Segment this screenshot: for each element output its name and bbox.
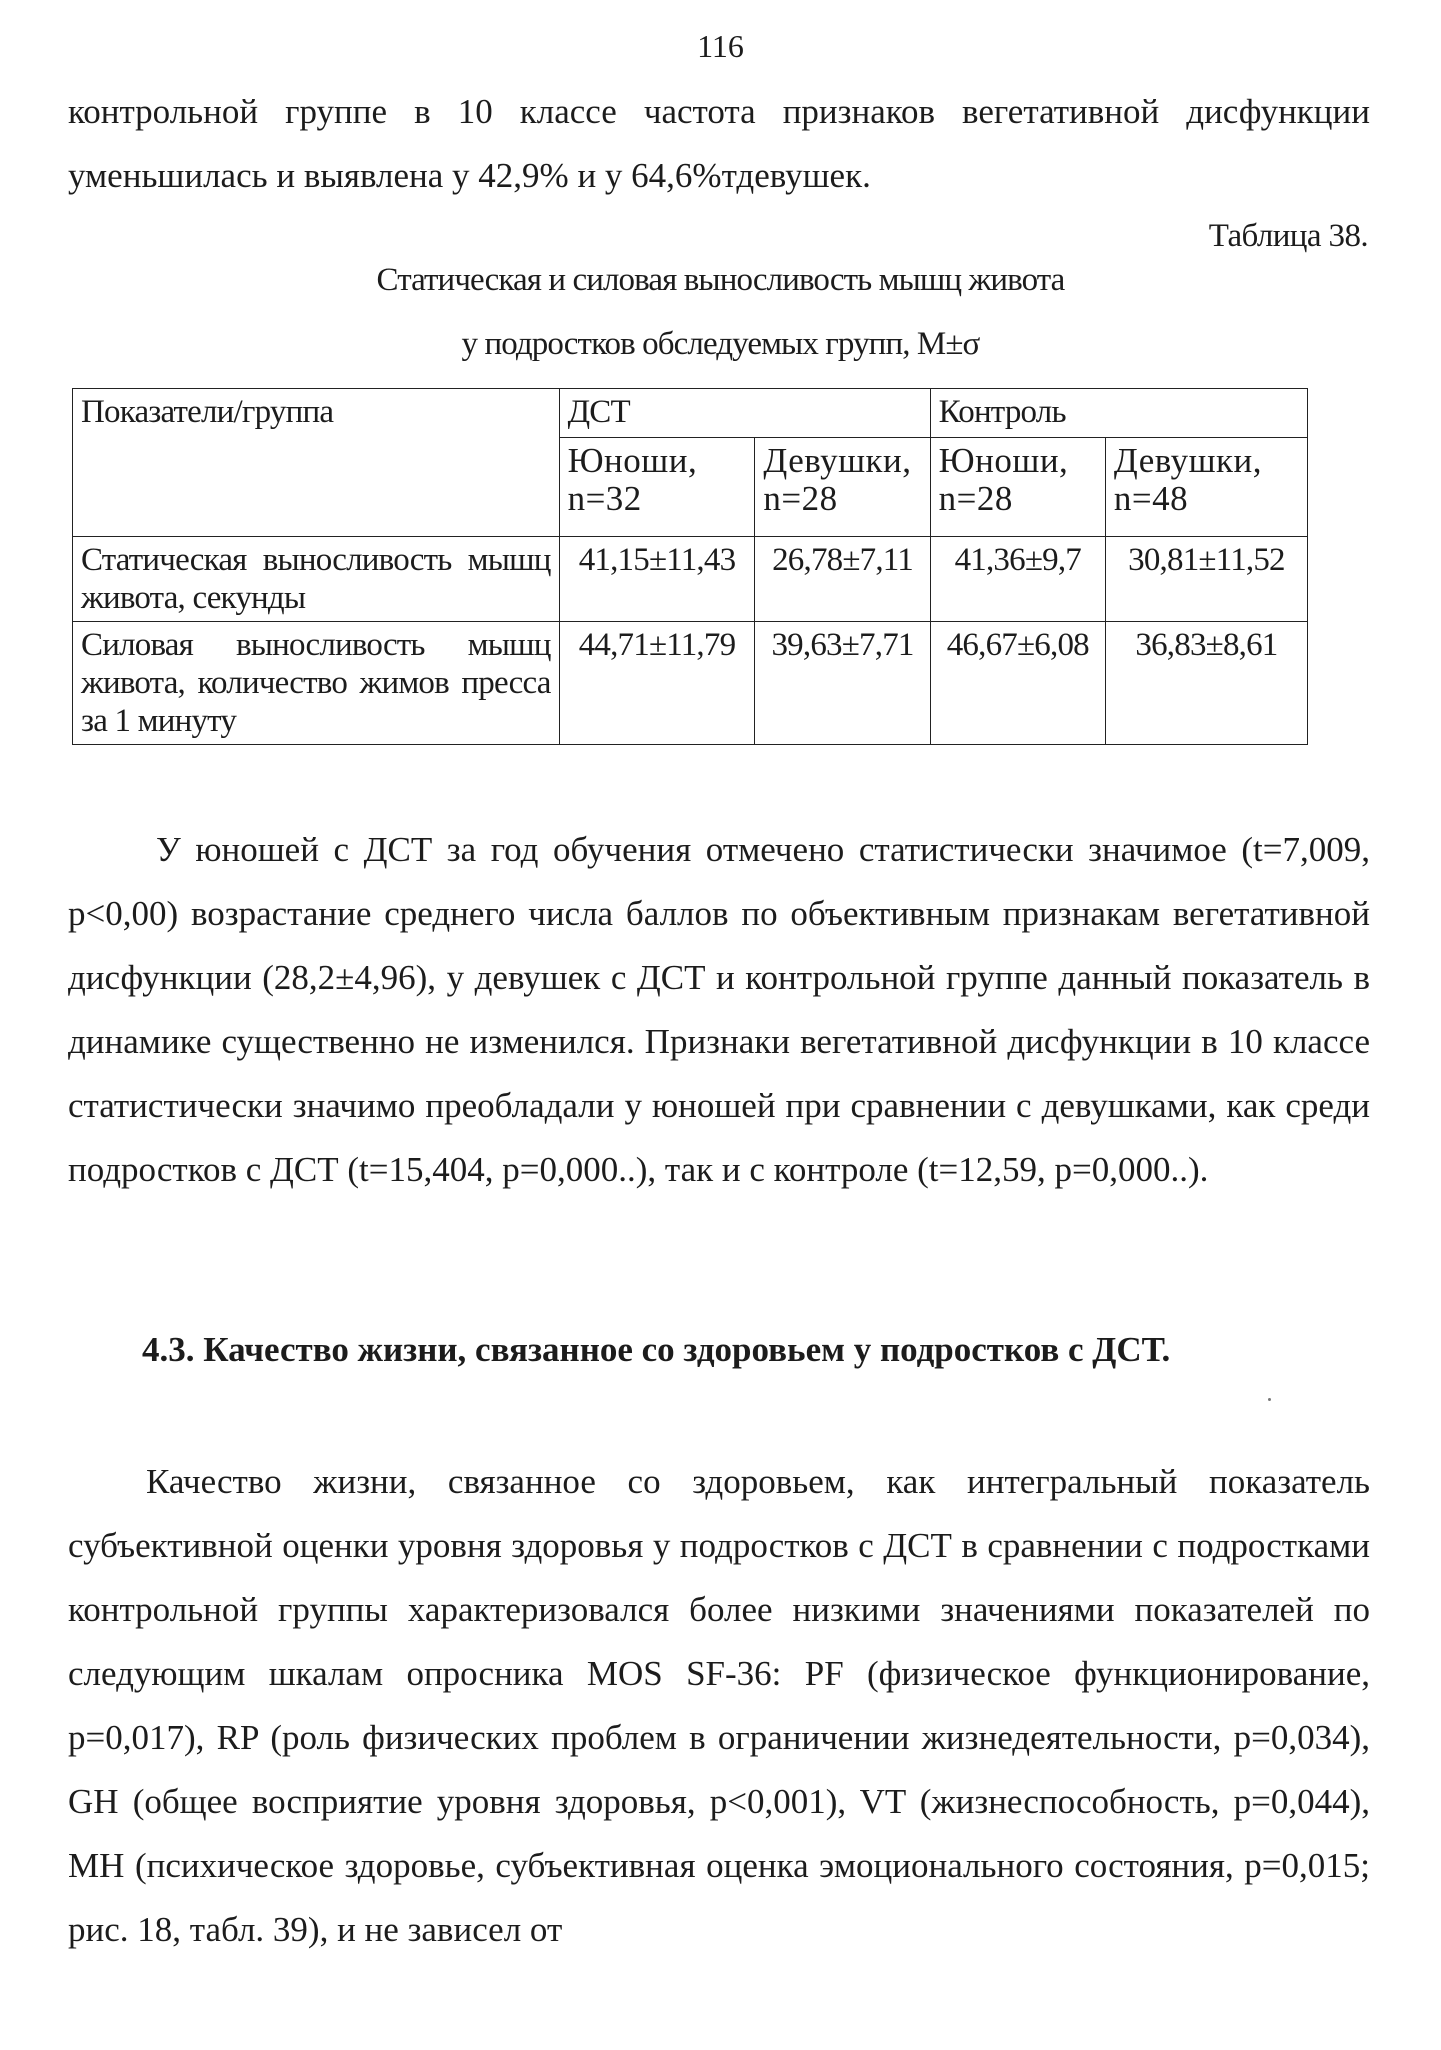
intro-paragraph: контрольной группе в 10 классе частота признаков вегетативной дисфункции уменьшилась и выявлена у 42,9% и у 64,6%тдевушек. (68, 92, 1370, 195)
header-indicator-cell: Показатели/группа (73, 389, 560, 537)
table-row (73, 537, 1308, 622)
subheader-cell: Юноши, n=32 (559, 438, 755, 537)
table-caption-line-2: у подростков обследуемых групп, M±σ (461, 326, 980, 362)
header-group-dst: ДСТ (559, 389, 930, 438)
table-label: Таблица 38. (1208, 218, 1368, 254)
paragraph-2 (68, 818, 1370, 1202)
page-number: 116 (697, 28, 744, 64)
table-cell: 41,36±9,7 (930, 537, 1105, 622)
table-cell: 30,81±11,52 (1105, 537, 1307, 622)
table-cell: 44,71±11,79 (559, 622, 755, 745)
table-row (73, 622, 1308, 745)
table-cell: 36,83±8,61 (1105, 622, 1307, 745)
row-indicator: Статическая выносливость мышц живота, секунды (73, 537, 560, 622)
table-caption-line-1: Статическая и силовая выносливость мышц живота (376, 262, 1065, 298)
paragraph-3 (68, 1450, 1370, 1962)
header-group-control: Контроль (930, 389, 1307, 438)
paragraph-2-text: У юношей с ДСТ за год обучения отмечено статистически значимое (t=7,009, p<0,00) возрастание среднего числа баллов по объективным признакам вегетативной дисфункции (28,2±4,96), у девушек с ДСТ и контрольной группе данный показатель в динамике существенно не изменился. Признаки вегетативной дисфункции в 10 классе статистически значимо преобладали у юношей при сравнении с девушками, как среди подростков с ДСТ (t=15,404, p=0,000..), так и с контроле (t=12,59, p=0,000..). (68, 830, 1370, 1189)
scan-speck (1268, 1398, 1271, 1401)
subheader-cell: Юноши, n=28 (930, 438, 1105, 537)
paragraph-3-text: Качество жизни, связанное со здоровьем, как интегральный показатель субъективной оценки уровня здоровья у подростков с ДСТ в сравнении с подростками контрольной группы характеризовался более низкими значениями показателей по следующим шкалам опросника MOS SF-36: PF (физическое функционирование, p=0,017), RP (роль физических проблем в ограничении жизнедеятельности, p=0,034), GH (общее восприятие уровня здоровья, p<0,001), VT (жизнеспособность, p=0,044), MH (психическое здоровье, субъективная оценка эмоционального состояния, p=0,015; рис. 18, табл. 39), и не зависел от (68, 1462, 1370, 1949)
table-header-row (73, 389, 1308, 438)
table-cell: 26,78±7,11 (755, 537, 930, 622)
subheader-cell: Девушки, n=48 (1105, 438, 1307, 537)
section-heading: 4.3. Качество жизни, связанное со здоровьем у подростков с ДСТ. (142, 1330, 1171, 1369)
table-cell: 46,67±6,08 (930, 622, 1105, 745)
table-cell: 41,15±11,43 (559, 537, 755, 622)
endurance-table (72, 388, 1308, 745)
subheader-cell: Девушки, n=28 (755, 438, 930, 537)
table-cell: 39,63±7,71 (755, 622, 930, 745)
row-indicator: Силовая выносливость мышц живота, количество жимов пресса за 1 минуту (73, 622, 560, 745)
